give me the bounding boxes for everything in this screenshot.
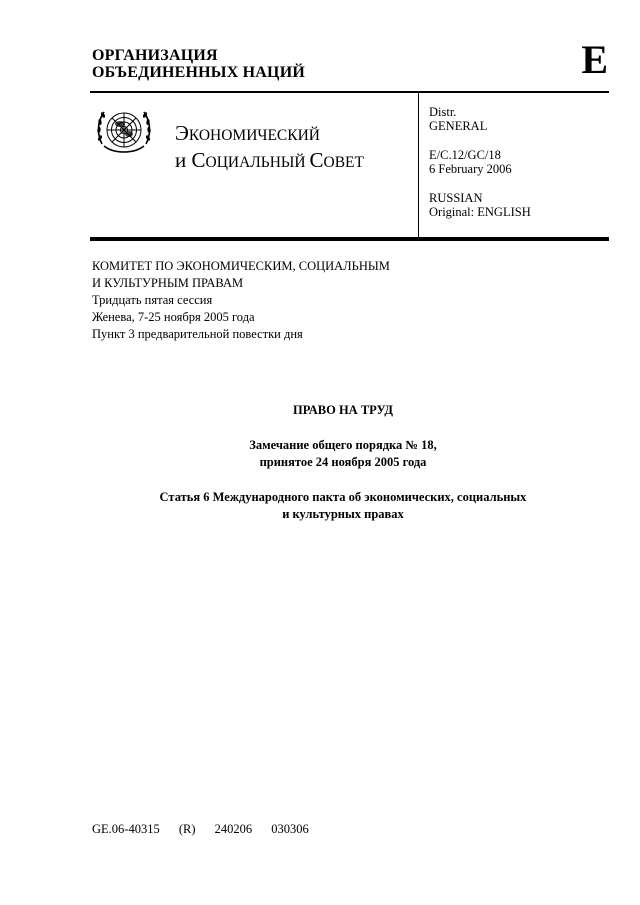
council-name — [175, 121, 364, 175]
footer-date2: 030306 — [271, 822, 309, 836]
footer-date1: 240206 — [214, 822, 253, 836]
committee-info — [92, 258, 532, 343]
header-divider — [418, 93, 419, 237]
council-name-line2: и СОЦИАЛЬНЫЙ СОВЕТ — [175, 148, 364, 172]
session-line: Тридцать пятая сессия — [92, 293, 213, 307]
original-language: Original: ENGLISH — [429, 205, 531, 219]
top-rule — [90, 91, 609, 93]
language-block — [429, 191, 531, 219]
document-titles — [100, 402, 586, 523]
distr-value: GENERAL — [429, 119, 488, 133]
organization-name — [92, 47, 305, 81]
document-symbol: E/C.12/GC/18 — [429, 148, 501, 162]
symbol-block — [429, 148, 531, 176]
council-name-line1: ЭКОНОМИЧЕСКИЙ — [175, 121, 320, 145]
committee-line: И КУЛЬТУРНЫМ ПРАВАМ — [92, 276, 244, 290]
comment-title-line2: принятое 24 ноября 2005 года — [259, 455, 427, 469]
comment-title-line1: Замечание общего порядка № 18, — [249, 438, 437, 452]
org-name-line1: ОРГАНИЗАЦИЯ — [92, 47, 218, 64]
org-name-line2: ОБЪЕДИНЕННЫХ НАЦИЙ — [92, 64, 305, 81]
agenda-line: Пункт 3 предварительной повестки дня — [92, 327, 303, 341]
language-letter: E — [581, 37, 608, 82]
document-language: RUSSIAN — [429, 191, 483, 205]
committee-line: КОМИТЕТ ПО ЭКОНОМИЧЕСКИМ, СОЦИАЛЬНЫМ — [92, 259, 390, 273]
main-title: ПРАВО НА ТРУД — [292, 403, 394, 417]
article-title-line2: и культурных правах — [282, 507, 404, 521]
footer-doc-number: GE.06-40315 — [92, 822, 160, 836]
distr-label: Distr. — [429, 105, 457, 119]
footer-flag: (R) — [178, 822, 196, 836]
venue-line: Женева, 7-25 ноября 2005 года — [92, 310, 255, 324]
distribution-block — [429, 105, 531, 133]
document-date: 6 February 2006 — [429, 162, 512, 176]
footer-job-number — [92, 822, 323, 837]
header-bottom-rule — [90, 237, 609, 241]
document-metadata — [429, 105, 531, 234]
article-title-line1: Статья 6 Международного пакта об экономических, социальных — [159, 490, 527, 504]
un-emblem-icon — [92, 104, 156, 160]
